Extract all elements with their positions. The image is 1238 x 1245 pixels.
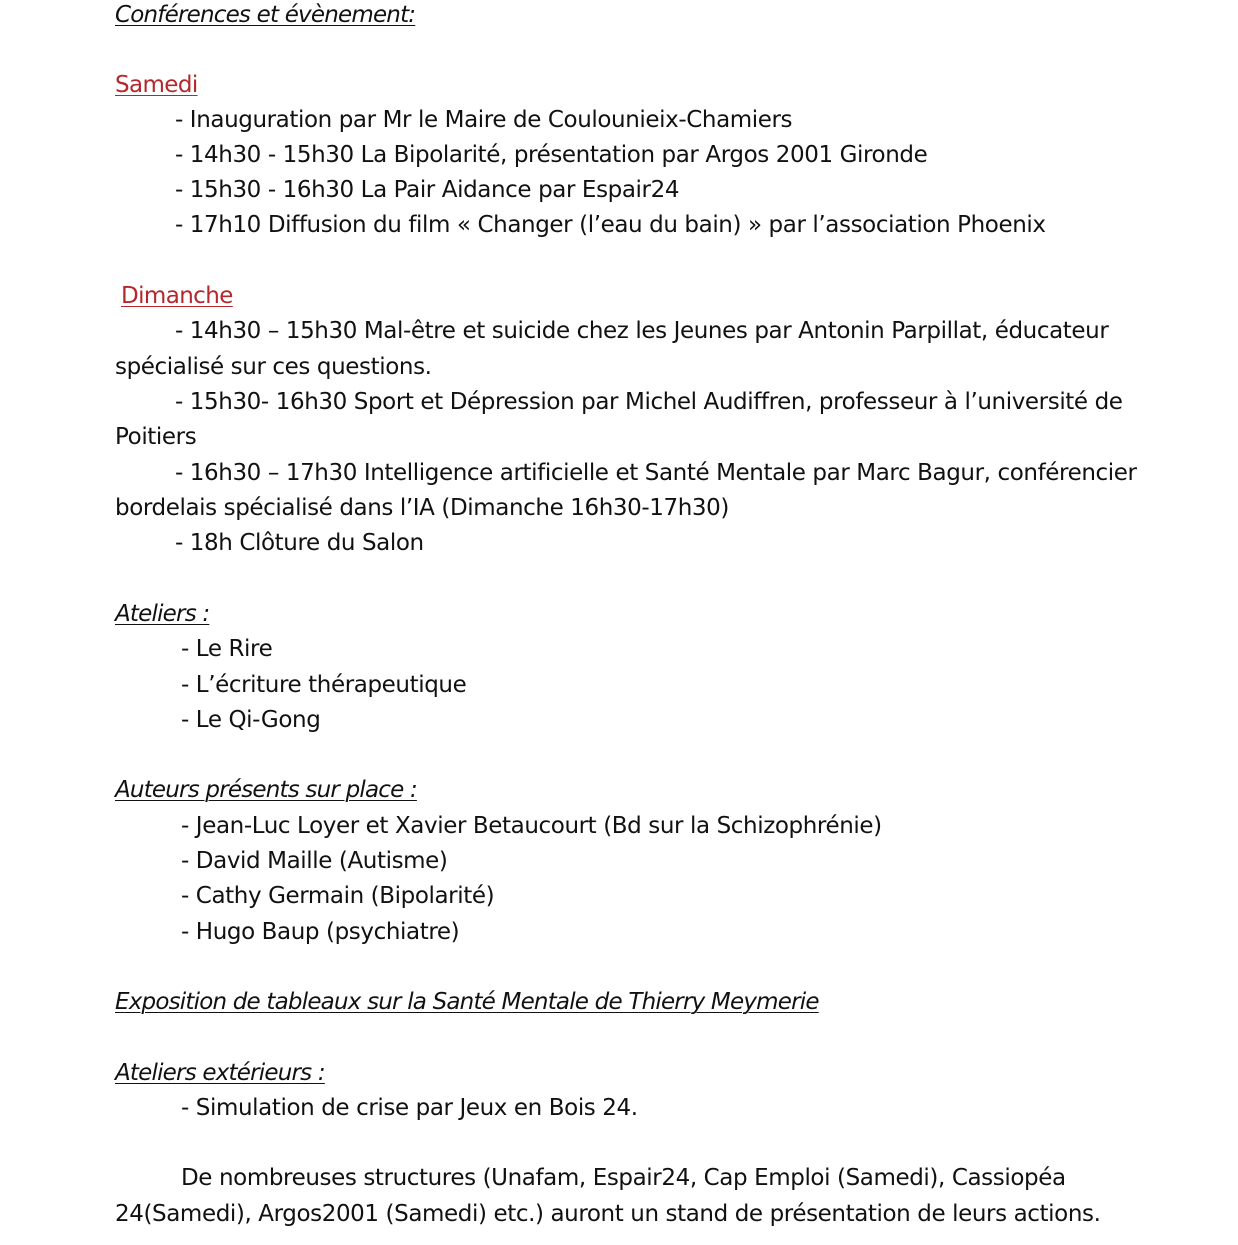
dimanche-item-line: - 15h30- 16h30 Sport et Dépression par Michel Audiffren, professeur à l’université de <box>175 389 1123 415</box>
samedi-item: - Inauguration par Mr le Maire de Coulounieix-Chamiers <box>175 107 793 133</box>
samedi-heading: Samedi <box>115 72 198 98</box>
auteurs-heading: Auteurs présents sur place : <box>115 777 417 803</box>
atelier-item: - L’écriture thérapeutique <box>181 672 467 698</box>
samedi-item: - 17h10 Diffusion du film « Changer (l’eau du bain) » par l’association Phoenix <box>175 212 1046 238</box>
ateliers-exterieurs-heading: Ateliers extérieurs : <box>115 1060 325 1086</box>
auteur-item: - David Maille (Autisme) <box>181 848 448 874</box>
dimanche-heading: Dimanche <box>121 283 233 309</box>
atelier-item: - Le Qi-Gong <box>181 707 321 733</box>
closing-paragraph-line: 24(Samedi), Argos2001 (Samedi) etc.) auront un stand de présentation de leurs actions. <box>115 1201 1101 1227</box>
samedi-item: - 14h30 - 15h30 La Bipolarité, présentation par Argos 2001 Gironde <box>175 142 928 168</box>
dimanche-item-line: Poitiers <box>115 424 197 450</box>
atelier-item: - Le Rire <box>181 636 273 662</box>
dimanche-item-line: - 14h30 – 15h30 Mal-être et suicide chez les Jeunes par Antonin Parpillat, éducateur <box>175 318 1109 344</box>
exposition-heading: Exposition de tableaux sur la Santé Mentale de Thierry Meymerie <box>115 989 819 1015</box>
auteur-item: - Cathy Germain (Bipolarité) <box>181 883 495 909</box>
auteur-item: - Hugo Baup (psychiatre) <box>181 919 460 945</box>
dimanche-item-line: spécialisé sur ces questions. <box>115 354 432 380</box>
conferences-heading: Conférences et évènement: <box>115 2 416 28</box>
ateliers-heading: Ateliers : <box>115 601 210 627</box>
atelier-exterieur-item: - Simulation de crise par Jeux en Bois 24. <box>181 1095 638 1121</box>
dimanche-item-line: - 16h30 – 17h30 Intelligence artificielle et Santé Mentale par Marc Bagur, conférencier <box>175 460 1137 486</box>
closing-paragraph-line: De nombreuses structures (Unafam, Espair24, Cap Emploi (Samedi), Cassiopéa <box>181 1165 1066 1191</box>
samedi-item: - 15h30 - 16h30 La Pair Aidance par Espair24 <box>175 177 680 203</box>
dimanche-item-line: - 18h Clôture du Salon <box>175 530 424 556</box>
dimanche-item-line: bordelais spécialisé dans l’IA (Dimanche 16h30-17h30) <box>115 495 729 521</box>
auteur-item: - Jean-Luc Loyer et Xavier Betaucourt (Bd sur la Schizophrénie) <box>181 813 882 839</box>
